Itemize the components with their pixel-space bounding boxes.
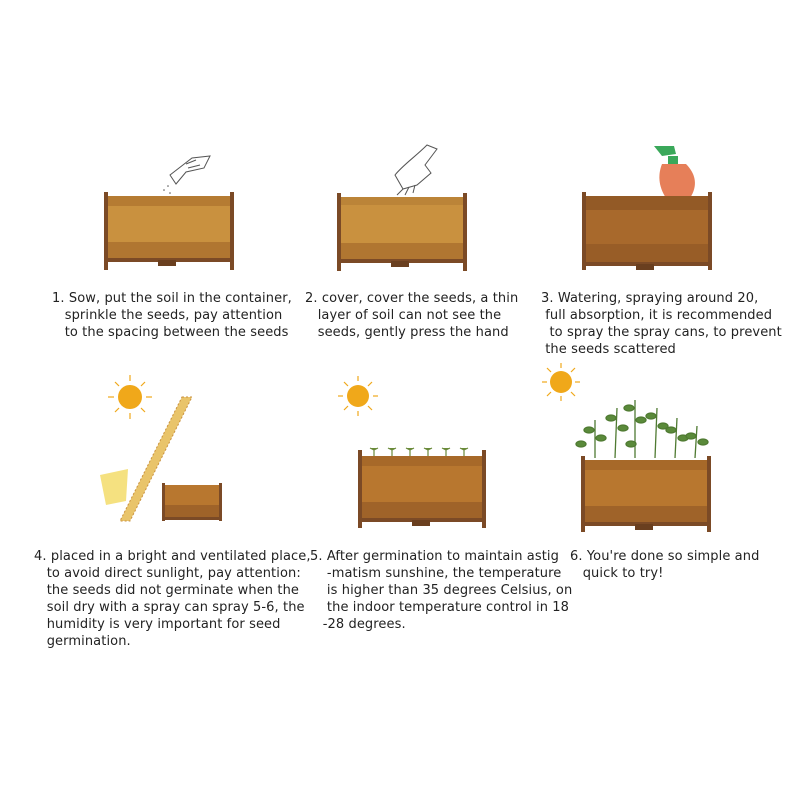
step-3-illustration (578, 140, 728, 275)
soil-container (582, 192, 712, 270)
step-4-illustration (90, 365, 240, 525)
step-1-illustration (100, 150, 240, 275)
soil-container (581, 456, 711, 532)
seedlings (370, 448, 468, 456)
sun-icon (108, 375, 152, 419)
step-6-caption: 6. You're done so simple and quick to try! (570, 549, 760, 581)
sun-icon (338, 376, 378, 416)
hand-covering-soil-icon (395, 145, 437, 195)
step-4-caption: 4. placed in a bright and ventilated place, to avoid direct sunlight, pay attention: the seeds did not germinate when the soil dry with a spray can spray 5-6, the humidity is very important for seed germination. (34, 549, 311, 649)
step-2-illustration (333, 135, 473, 275)
light-patch (100, 469, 128, 505)
step-1-caption: 1. Sow, put the soil in the container, sprinkle the seeds, pay attention to the spacing between the seeds (52, 291, 292, 340)
step-3-caption: 3. Watering, spraying around 20, full absorption, it is recommended to spray the spray cans, to prevent the seeds scattered (541, 291, 782, 357)
grown-plants (576, 400, 708, 458)
step-6-illustration (535, 360, 720, 535)
spray-bottle-icon (654, 146, 695, 198)
soil-container (162, 483, 222, 521)
soil-container (337, 193, 467, 271)
step-5-caption: 5. After germination to maintain astig -matism sunshine, the temperature is higher than 35 degrees Celsius, on the indoor temperature control in 18 -28 degrees. (310, 549, 573, 632)
falling-seeds (163, 185, 171, 194)
step-5-illustration (330, 370, 490, 530)
sun-icon (542, 363, 580, 401)
hand-sprinkling-seeds-icon (170, 156, 210, 184)
soil-container (104, 192, 234, 270)
step-2-caption: 2. cover, cover the seeds, a thin layer of soil can not see the seeds, gently press the hand (305, 291, 519, 340)
soil-container (358, 450, 486, 528)
